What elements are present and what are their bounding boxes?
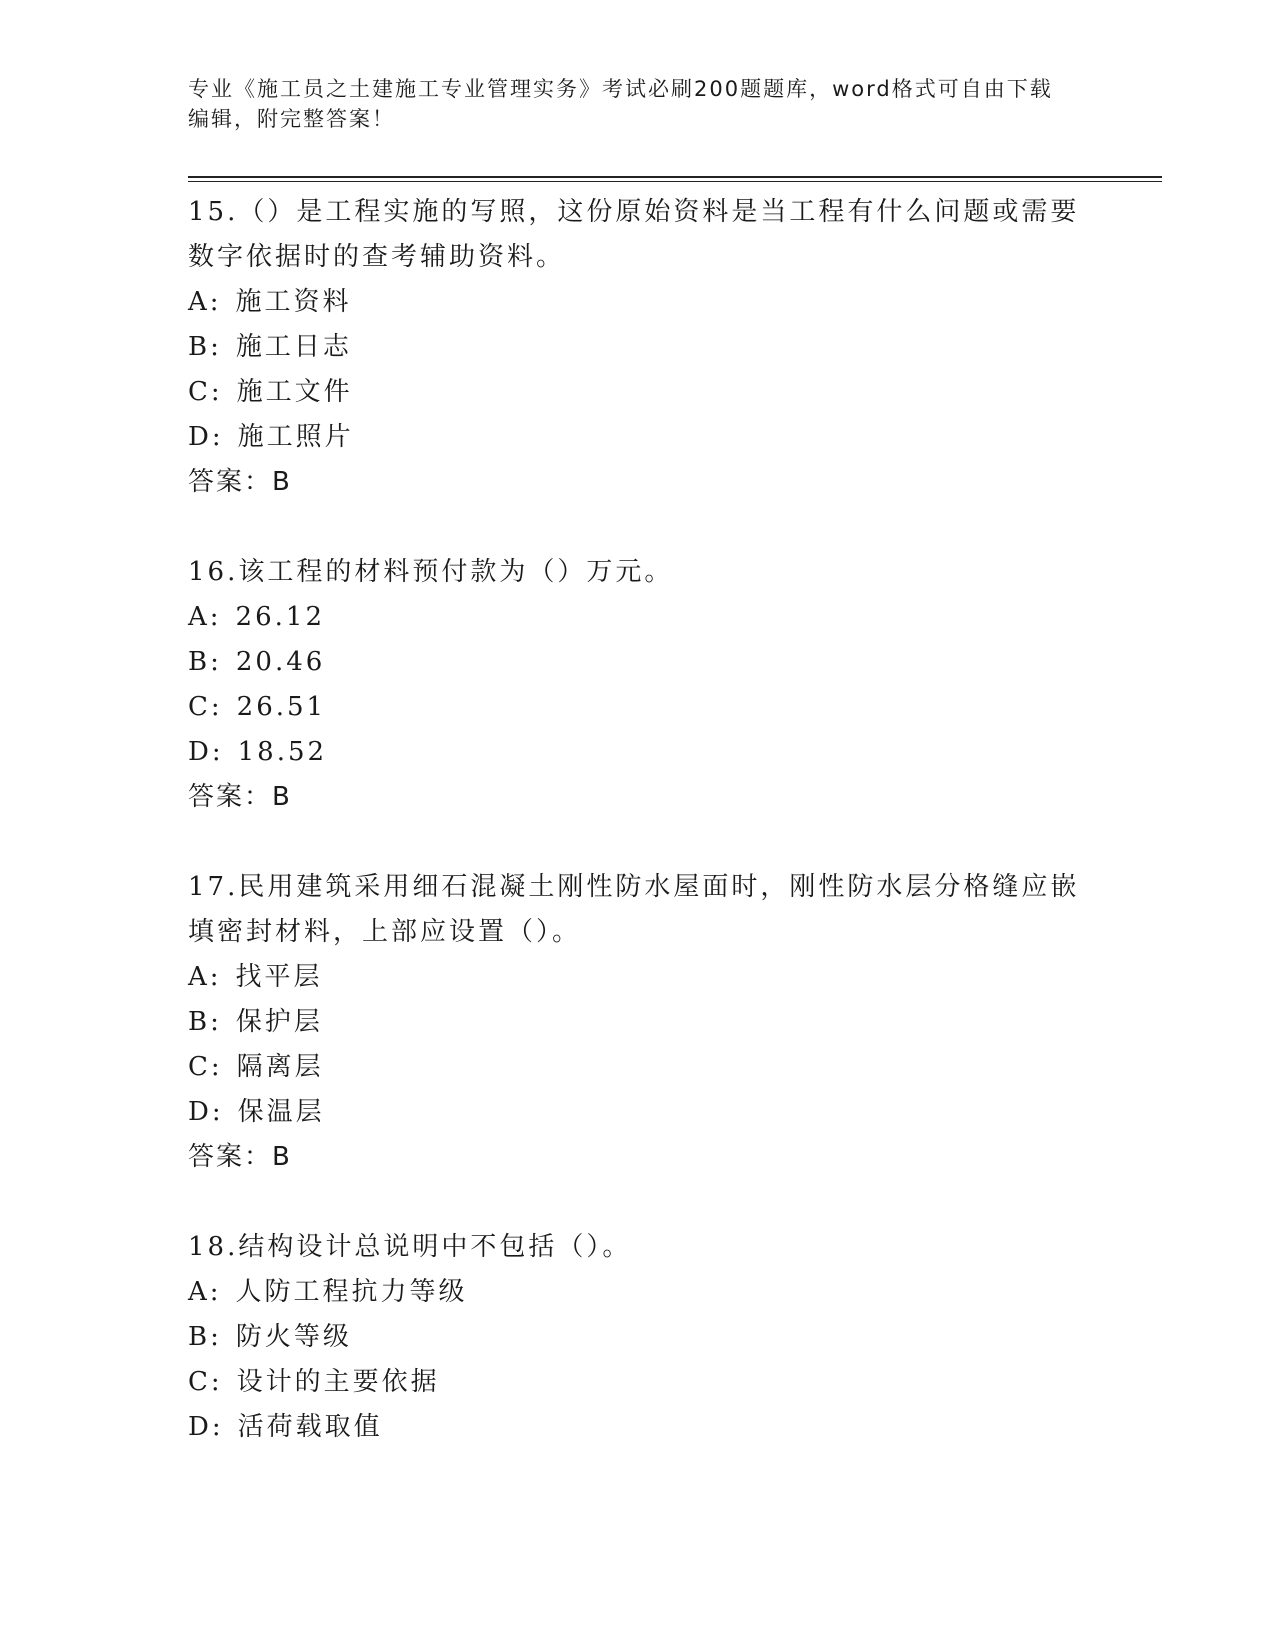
option-c: C: 隔离层 — [188, 1052, 324, 1082]
question-stem: 15.（）是工程实施的写照，这份原始资料是当工程有什么问题或需要数字依据时的查考辅助资料。 — [188, 197, 1080, 272]
option-b: B: 20.46 — [188, 647, 326, 677]
option-a: A: 施工资料 — [188, 287, 352, 317]
option-b: B: 施工日志 — [188, 332, 352, 362]
answer-line: 答案：B — [188, 1142, 292, 1172]
option-d: D: 保温层 — [188, 1097, 325, 1127]
option-c: C: 设计的主要依据 — [188, 1367, 440, 1397]
document-header: 专业《施工员之土建施工专业管理实务》考试必刷200题题库，word格式可自由下载编辑，附完整答案！ — [188, 77, 1053, 131]
question-18 — [188, 1225, 1088, 1450]
question-stem: 17.民用建筑采用细石混凝土刚性防水屋面时，刚性防水层分格缝应嵌填密封材料，上部应设置（）。 — [188, 872, 1080, 947]
question-list — [188, 190, 1088, 1495]
option-b: B: 防火等级 — [188, 1322, 352, 1352]
option-b: B: 保护层 — [188, 1007, 323, 1037]
question-stem: 18.结构设计总说明中不包括（）。 — [188, 1232, 632, 1262]
option-a: A: 人防工程抗力等级 — [188, 1277, 468, 1307]
question-15 — [188, 190, 1088, 505]
option-d: D: 活荷载取值 — [188, 1412, 383, 1442]
header-divider-thin — [188, 181, 1162, 182]
option-d: D: 施工照片 — [188, 422, 354, 452]
option-c: C: 施工文件 — [188, 377, 353, 407]
answer-line: 答案：B — [188, 467, 292, 497]
answer-line: 答案：B — [188, 782, 292, 812]
header-divider-thick — [188, 176, 1162, 178]
option-c: C: 26.51 — [188, 692, 327, 722]
option-a: A: 找平层 — [188, 962, 323, 992]
question-16 — [188, 550, 1088, 820]
option-d: D: 18.52 — [188, 737, 328, 767]
option-a: A: 26.12 — [188, 602, 325, 632]
question-17 — [188, 865, 1088, 1180]
question-stem: 16.该工程的材料预付款为（）万元。 — [188, 557, 674, 587]
